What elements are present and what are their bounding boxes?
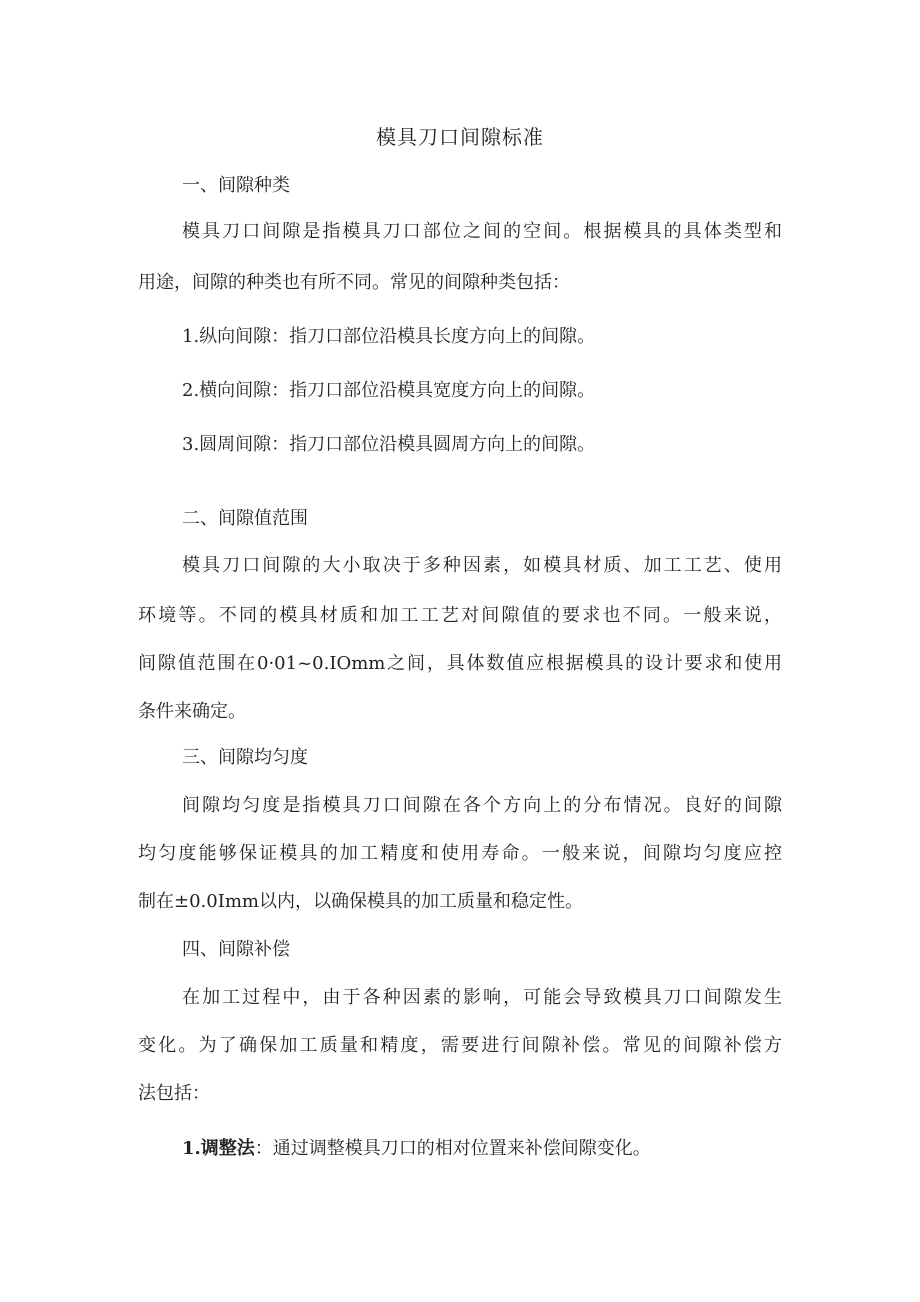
list-item-text: ：通过调整模具刀口的相对位置来补偿间隙变化。 [254,1138,651,1159]
list-item-label: 1.调整法 [182,1138,255,1159]
list-item: 2.横向间隙：指刀口部位沿模具宽度方向上的间隙。 [182,380,596,401]
paragraph-line: 用途，间隙的种类也有所不同。常见的间隙种类包括： [138,272,570,293]
section-heading-1: 一、间隙种类 [182,175,290,196]
paragraph-line: 条件来确定。 [138,701,246,722]
paragraph-line: 模具刀口间隙是指模具刀口部位之间的空间。根据模具的具体类型和 [182,221,782,242]
paragraph-line: 间隙值范围在0·01~0.IOmm之间，具体数值应根据模具的设计要求和使用 [138,653,782,674]
section-heading-4: 四、间隙补偿 [182,939,290,960]
paragraph-line: 均匀度能够保证模具的加工精度和使用寿命。一般来说，间隙均匀度应控 [138,843,782,864]
paragraph-line: 变化。为了确保加工质量和精度，需要进行间隙补偿。常见的间隙补偿方 [138,1035,782,1056]
paragraph-line: 在加工过程中，由于各种因素的影响，可能会导致模具刀口间隙发生 [182,987,782,1008]
list-item [182,1134,651,1164]
list-item: 1.纵向间隙：指刀口部位沿模具长度方向上的间隙。 [182,326,596,347]
paragraph-line: 模具刀口间隙的大小取决于多种因素，如模具材质、加工工艺、使用 [182,555,782,576]
paragraph-line: 环境等。不同的模具材质和加工工艺对间隙值的要求也不同。一般来说， [138,605,782,626]
paragraph-line: 制在±0.0Imm以内，以确保模具的加工质量和稳定性。 [138,891,583,912]
section-heading-3: 三、间隙均匀度 [182,747,308,768]
list-item: 3.圆周间隙：指刀口部位沿模具圆周方向上的间隙。 [182,434,596,455]
paragraph-line: 间隙均匀度是指模具刀口间隙在各个方向上的分布情况。良好的间隙 [182,795,782,816]
document-title: 模具刀口间隙标准 [376,125,544,149]
section-heading-2: 二、间隙值范围 [182,508,308,529]
paragraph-line: 法包括： [138,1083,210,1104]
